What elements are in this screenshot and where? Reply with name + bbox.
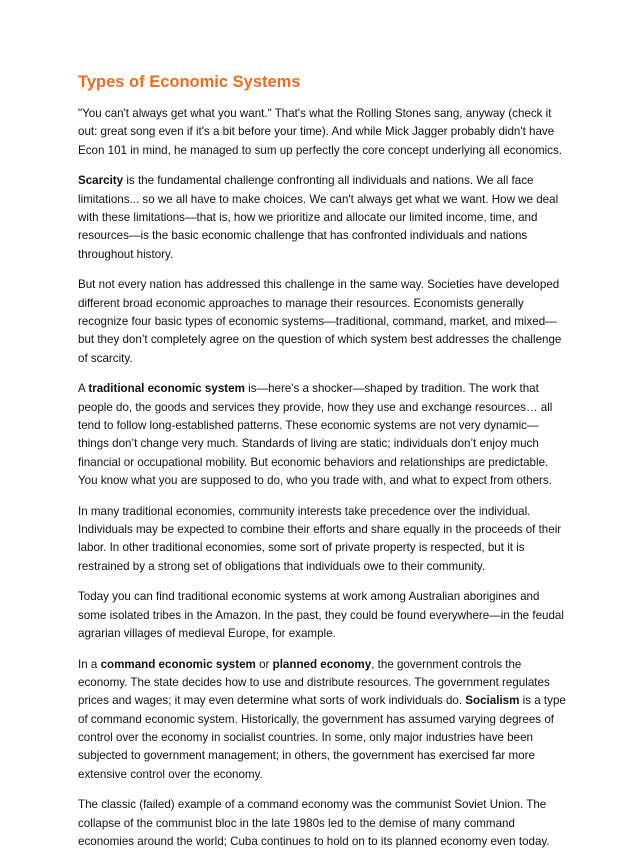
document-page bbox=[78, 72, 566, 864]
paragraph-5 bbox=[78, 503, 566, 576]
text-run: Today you can find traditional economic systems at work among Australian aborigines and some isolated tribes in the Amazon. In the past, they could be found everywhere—in the feudal agrarian villages of medieval Europe, for example. bbox=[78, 590, 564, 640]
text-run: But not every nation has addressed this challenge in the same way. Societies have developed different broad economic approaches to manage their resources. Economists generally recognize four basic types of economic systems—traditional, command, market, and mixed—but they don’t completely agree on the question of which system best addresses the challenge of scarcity. bbox=[78, 278, 562, 365]
text-run: The classic (failed) example of a command economy was the communist Soviet Union. The collapse of the communist bloc in the late 1980s led to the demise of many command economies around the world; Cuba continues to hold on to its planned economy even today. bbox=[78, 798, 550, 848]
text-run: In many traditional economies, community interests take precedence over the individual. Individuals may be expected to combine their efforts and share equally in the proceeds of their labor. In other traditional economies, some sort of private property is respected, but it is restrained by a strong set of obligations that individuals owe to their community. bbox=[78, 504, 562, 573]
paragraph-4 bbox=[78, 380, 566, 490]
paragraph-1 bbox=[78, 105, 566, 160]
text-run: or bbox=[255, 657, 273, 671]
bold-term: Socialism bbox=[465, 694, 520, 708]
paragraph-3 bbox=[78, 276, 566, 367]
text-run: "You can't always get what you want." That's what the Rolling Stones sang, anyway (check it out: great song even if it's a bit before your time). And while Mick Jagger probably didn't have Econ 101 in mind, he managed to sum up perfectly the core concept underlying all economics. bbox=[78, 107, 562, 157]
paragraph-2 bbox=[78, 172, 566, 263]
text-run: is the fundamental challenge confronting all individuals and nations. We all face limitations... so we all have to make choices. We can't always get what we want. How we deal with these limitations—that is, how we prioritize and allocate our limited income, time, and resources—is the basic economic challenge that has confronted individuals and nations throughout history. bbox=[78, 174, 559, 261]
document-title: Types of Economic Systems bbox=[78, 73, 301, 91]
bold-term: planned economy bbox=[272, 657, 372, 671]
paragraph-8 bbox=[78, 796, 566, 851]
bold-term: command economic system bbox=[100, 657, 256, 671]
text-run: A bbox=[78, 382, 89, 396]
text-run: is a type of command economic system. Historically, the government has assumed varying degrees of control over the economy in socialist countries. In some, only major industries have been subjected to government management; in others, the government has exercised far more extensive control over the economy. bbox=[78, 694, 566, 781]
paragraph-7 bbox=[78, 656, 566, 784]
text-run: In a bbox=[78, 657, 101, 671]
text-run: , the government controls the economy. The state decides how to use and distribute resources. The government regulates prices and wages; it may even determine what sorts of work individuals do. bbox=[78, 657, 550, 708]
text-run: is—here's a shocker—shaped by tradition. The work that people do, the goods and services they provide, how they use and exchange resources… all tend to follow long-established patterns. These economic systems are not very dynamic—things don’t change very much. Standards of living are static; individuals don’t enjoy much financial or occupational mobility. But economic behaviors and relationships are predictable. You know what you are supposed to do, who you trade with, and what to expect from others. bbox=[78, 382, 553, 487]
bold-term: traditional economic system bbox=[88, 382, 245, 396]
paragraph-6 bbox=[78, 588, 566, 643]
bold-term: Scarcity bbox=[78, 174, 124, 188]
